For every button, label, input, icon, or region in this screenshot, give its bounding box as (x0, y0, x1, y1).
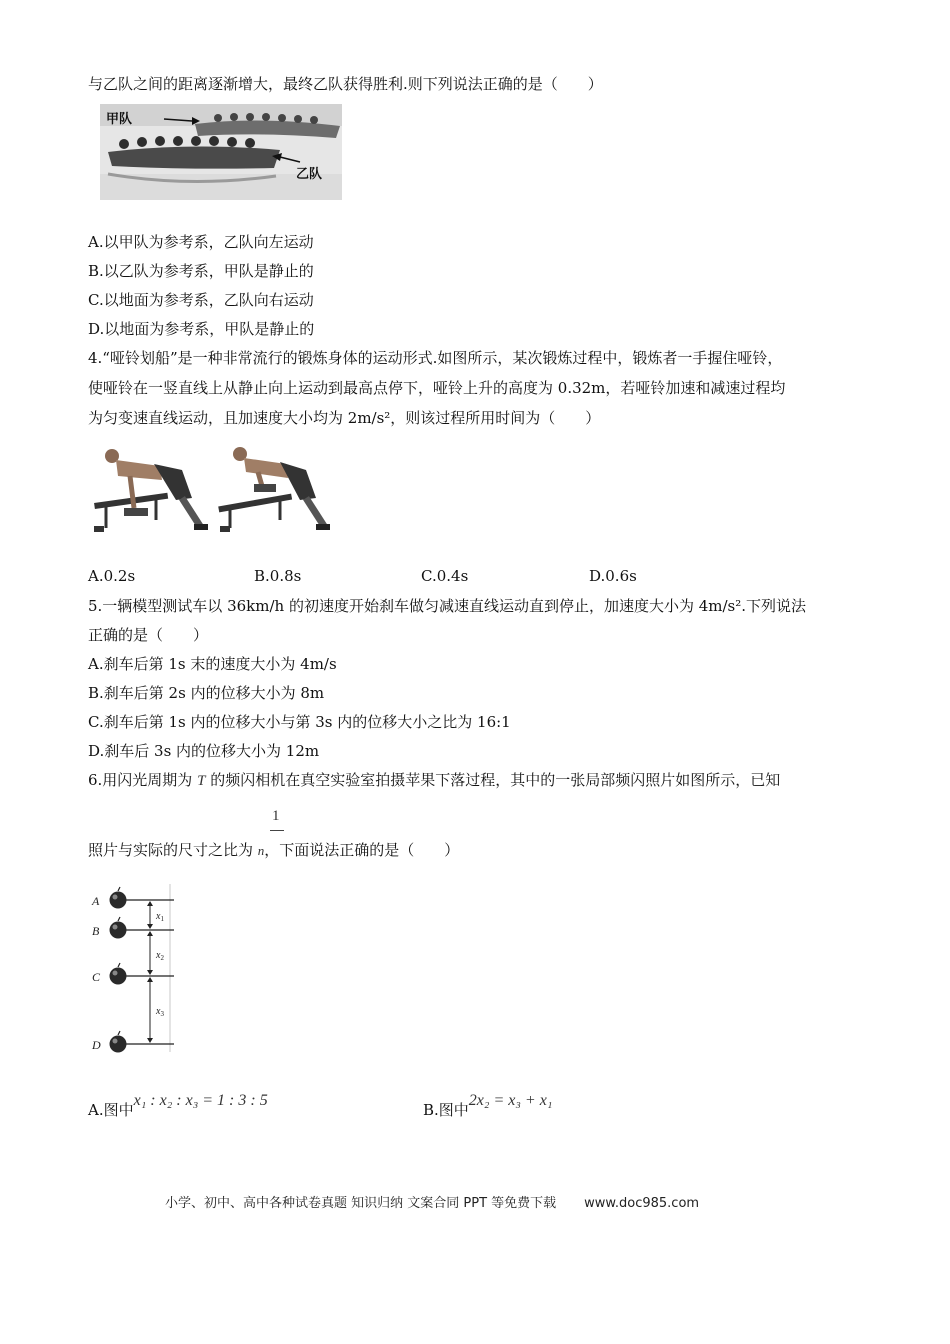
q3-option-a: A.以甲队为参考系，乙队向左运动 (88, 233, 314, 251)
q5-line-1: 5.一辆模型测试车以 36km/h 的初速度开始刹车做匀减速直线运动直到停止，加速度大小为 4m/s².下列说法 (88, 597, 807, 615)
interval-label-x2: $x_2$ (156, 950, 164, 962)
period-symbol: T (197, 773, 206, 789)
dumbbell-row-figure (90, 440, 334, 542)
fraction-numerator: 1 (272, 808, 280, 824)
point-label-a: A (92, 894, 100, 908)
q4-option-d: D.0.6s (589, 567, 637, 585)
q6-option-a-formula: x₁ : x₂ : x₃ = 1 : 3 : 5 (133, 1092, 268, 1109)
q3-option-d: D.以地面为参考系，甲队是静止的 (88, 320, 315, 338)
q4-line-3: 为匀变速直线运动，且加速度大小均为 2m/s²，则该过程所用时间为（ ） (88, 409, 601, 427)
apple-strobe-figure (90, 884, 182, 1056)
point-label-c: C (92, 970, 101, 984)
footer-url[interactable]: www.doc985.com (584, 1196, 700, 1211)
q5-option-c: C.刹车后第 1s 内的位移大小与第 3s 内的位移大小之比为 16:1 (88, 713, 511, 731)
q6-option-a: A.图中x₁ : x₂ : x₃ = 1 : 3 : 5 (88, 1092, 268, 1119)
q6-option-b: B.图中2x₂ = x₃ + x₁ (423, 1092, 553, 1119)
q5-line-2: 正确的是（ ） (88, 626, 209, 644)
q4-option-a: A.0.2s (88, 567, 136, 585)
dragon-boat-figure (100, 104, 342, 200)
q4-line-2: 使哑铃在一竖直线上从静止向上运动到最高点停下，哑铃上升的高度为 0.32m，若哑铃加速和减速过程均 (88, 379, 786, 397)
q3-option-b: B.以乙队为参考系，甲队是静止的 (88, 262, 314, 280)
yi-label: 乙队 (296, 167, 323, 182)
fraction-bar (270, 830, 284, 831)
q6-option-b-formula: 2x₂ = x₃ + x₁ (468, 1092, 553, 1109)
q3-intro: 与乙队之间的距离逐渐增大，最终乙队获得胜利.则下列说法正确的是（ ） (88, 75, 603, 93)
point-label-b: B (92, 924, 100, 938)
jia-label: 甲队 (106, 112, 133, 127)
fraction-denominator: n (257, 843, 265, 858)
point-label-d: D (92, 1038, 101, 1052)
q3-option-c: C.以地面为参考系，乙队向右运动 (88, 291, 314, 309)
q6-line-1: 6.用闪光周期为 T 的频闪相机在真空实验室拍摄苹果下落过程，其中的一张局部频闪照片如图所示，已知 (88, 771, 781, 789)
page-footer: 小学、初中、高中各种试卷真题 知识归纳 文案合同 PPT 等免费下载 www.doc985.com (165, 1196, 700, 1211)
q5-option-b: B.刹车后第 2s 内的位移大小为 8m (88, 684, 325, 702)
q5-option-d: D.刹车后 3s 内的位移大小为 12m (88, 742, 320, 760)
q5-option-a: A.刹车后第 1s 末的速度大小为 4m/s (88, 655, 337, 673)
q4-option-b: B.0.8s (254, 567, 302, 585)
interval-label-x3: $x_3$ (156, 1006, 164, 1018)
q4-option-c: C.0.4s (421, 567, 469, 585)
yi-boat (108, 146, 280, 168)
q6-line-2: 照片与实际的尺寸之比为 n，下面说法正确的是（ ） (88, 841, 460, 859)
q4-line-1: 4.“哑铃划船”是一种非常流行的锻炼身体的运动形式.如图所示，某次锻炼过程中，锻炼者一手握住哑铃， (88, 349, 783, 367)
interval-label-x1: $x_1$ (156, 911, 164, 923)
